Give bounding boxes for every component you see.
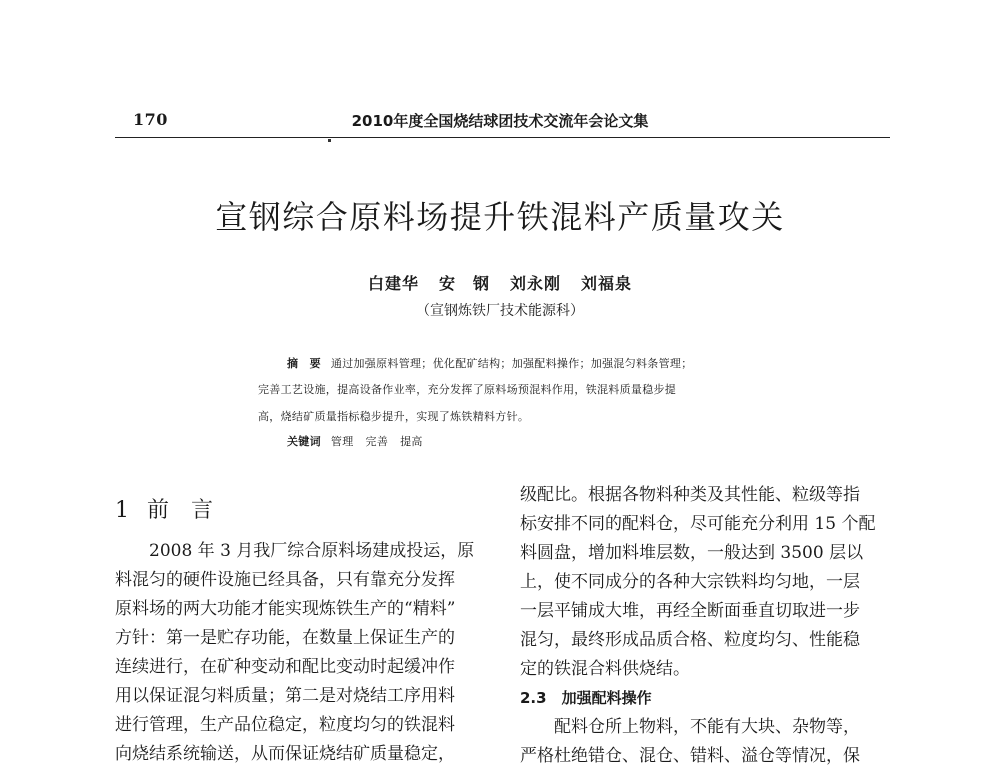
section-number: 1 bbox=[115, 498, 129, 523]
body-line: 定的铁混合料供烧结。 bbox=[520, 659, 690, 679]
abstract-text: 通过加强原料管理；优化配矿结构；加强配料操作；加强混匀料条管理； bbox=[330, 357, 693, 370]
body-line: 料圆盘，增加料堆层数，一般达到 3500 层以 bbox=[520, 543, 864, 563]
body-line: 严格杜绝错仓、混仓、错料、溢仓等情况，保 bbox=[520, 746, 860, 766]
body-line: 连续进行，在矿种变动和配比变动时起缓冲作 bbox=[115, 657, 455, 677]
section-title-char: 言 bbox=[191, 498, 214, 523]
subsection-heading: 2.3 加强配料操作 bbox=[520, 689, 652, 707]
left-column bbox=[115, 537, 490, 769]
body-line: 标安排不同的配料仓，尽可能充分利用 15 个配 bbox=[520, 514, 876, 534]
body-line: 级配比。根据各物料种类及其性能、粒级等指 bbox=[520, 485, 860, 505]
body-line: 上，使不同成分的各种大宗铁料均匀地，一层 bbox=[520, 572, 860, 592]
section-heading bbox=[115, 493, 213, 524]
author-list bbox=[0, 271, 1000, 294]
body-line: 用以保证混匀料质量；第二是对烧结工序用料 bbox=[115, 686, 455, 706]
abstract-line: 完善工艺设施，提高设备作业率，充分发挥了原料场预混料作用，铁混料质量稳步提 bbox=[258, 383, 677, 396]
body-line: 原料场的两大功能才能实现炼铁生产的“精料” bbox=[115, 599, 456, 619]
affiliation: （宣钢炼铁厂技术能源科） bbox=[416, 303, 584, 319]
abstract-label: 摘 要 bbox=[287, 357, 321, 370]
body-line: 向烧结系统输送，从而保证烧结矿质量稳定， bbox=[115, 744, 455, 764]
paper-title: 宣钢综合原料场提升铁混料产质量攻关 bbox=[215, 198, 785, 236]
abstract-line bbox=[287, 355, 693, 371]
author-name: 白建华 bbox=[367, 274, 419, 293]
keyword: 管理 bbox=[330, 435, 354, 448]
keyword: 完善 bbox=[365, 435, 389, 448]
body-line: 一层平铺成大堆，再经全断面垂直切取进一步 bbox=[520, 601, 860, 621]
body-line: 方针：第一是贮存功能，在数量上保证生产的 bbox=[115, 628, 455, 648]
author-name: 刘福泉 bbox=[581, 274, 633, 293]
body-line: 混匀，最终形成品质合格、粒度均匀、性能稳 bbox=[520, 630, 860, 650]
keywords-line bbox=[287, 433, 435, 449]
body-line: 料混匀的硬件设施已经具备，只有靠充分发挥 bbox=[115, 570, 455, 590]
author-name: 刘永刚 bbox=[510, 274, 562, 293]
author-name: 安 钢 bbox=[438, 274, 490, 293]
abstract-line: 高，烧结矿质量指标稳步提升，实现了炼铁精料方针。 bbox=[258, 410, 530, 423]
body-line: 配料仓所上物料，不能有大块、杂物等， bbox=[520, 717, 860, 737]
running-head: 2010年度全国烧结球团技术交流年会论文集 bbox=[351, 112, 649, 130]
body-line: 进行管理，生产品位稳定，粒度均匀的铁混料 bbox=[115, 715, 455, 735]
section-title-char: 前 bbox=[147, 498, 170, 523]
header-rule bbox=[115, 137, 890, 138]
rule-tick-mark bbox=[328, 139, 331, 142]
body-line: 2008 年 3 月我厂综合原料场建成投运，原 bbox=[115, 541, 475, 561]
keyword: 提高 bbox=[400, 435, 423, 448]
keywords-label: 关键词 bbox=[287, 435, 321, 448]
right-column bbox=[520, 481, 895, 771]
page-number: 170 bbox=[133, 110, 168, 129]
